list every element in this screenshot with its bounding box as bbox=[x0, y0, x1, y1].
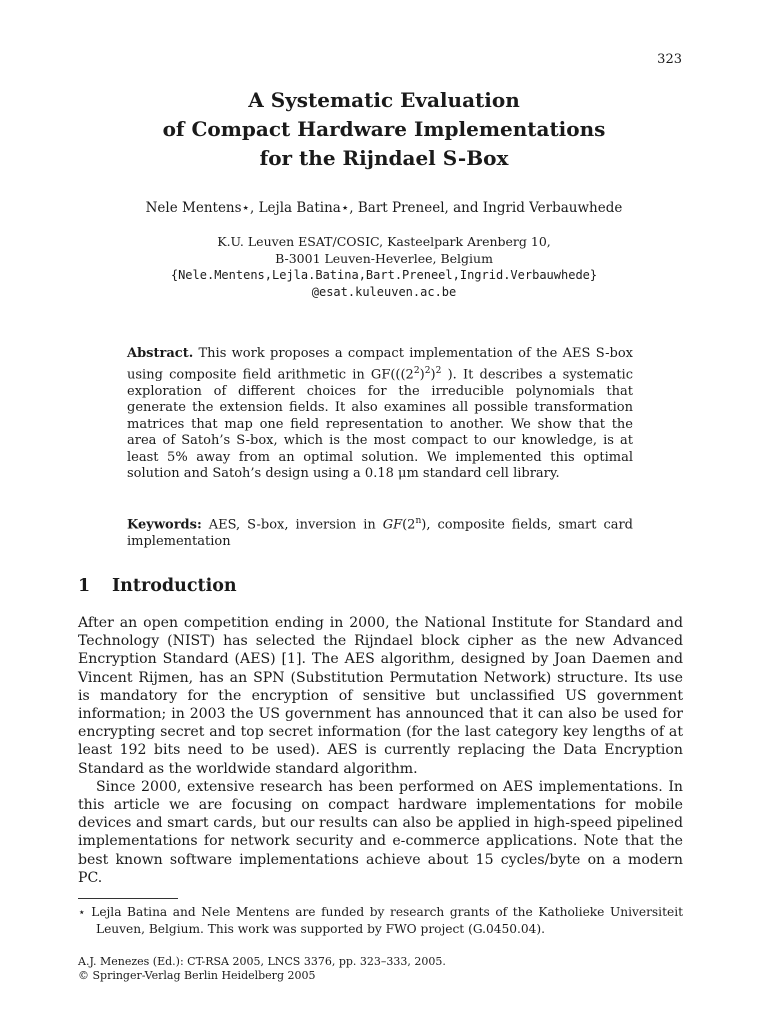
field-exponent: 2 bbox=[413, 365, 420, 376]
title-line-1: A Systematic Evaluation bbox=[248, 88, 520, 112]
gf-exponent: n bbox=[415, 516, 422, 526]
footnote-text: ⋆ Lejla Batina and Nele Mentens are funded by research grants of the Katholieke Universiteit Leuven, Belgium. This work was supported by FWO project (G.0450.04). bbox=[78, 905, 683, 936]
citation bbox=[78, 955, 446, 983]
field-exponent: 2 bbox=[435, 365, 442, 376]
paper-title bbox=[0, 86, 768, 173]
paragraph-1: After an open competition ending in 2000, the National Institute for Standard and Technology (NIST) has selected the Rijndael block cipher as the new Advanced Encryption Standard (AES) [1]. The AES algorithm, designed by Joan Daemen and Vincent Rijmen, has an SPN (Substitution Permutation Network) structure. Its use is mandatory for the encryption of sensitive but unclassified US government information; in 2003 the US government has announced that it can also be used for encrypting secret and top secret information (for the last category key lengths of at least 192 bits need to be used). AES is currently replacing the Data Encryption Standard as the worldwide standard algorithm. bbox=[78, 615, 683, 777]
section-heading bbox=[78, 576, 237, 596]
abstract-text-1: This work proposes a compact implementation of the AES S-box using composite field arithmetic in GF(((2 bbox=[127, 346, 633, 382]
keywords-text-2: composite fields, smart card implementation bbox=[127, 517, 634, 549]
affiliation-line-1: K.U. Leuven ESAT/COSIC, Kasteelpark Arenberg 10, bbox=[217, 234, 551, 249]
section-title: Introduction bbox=[112, 576, 237, 596]
section-number: 1 bbox=[78, 576, 91, 596]
abstract-label: Abstract. bbox=[127, 346, 194, 361]
keywords-label: Keywords: bbox=[127, 517, 202, 533]
gf-notation: GF bbox=[382, 517, 403, 533]
body-text bbox=[78, 614, 683, 887]
email-domain: @esat.kuleuven.ac.be bbox=[311, 285, 457, 299]
abstract: Abstract. This work proposes a compact implementation of the AES S-box using composite field arithmetic in $GF(((2^2)^2)^2$ ). It describes a systematic exploration of different choices for the irreducible polynomials that generate the extension fields. It also examines all possible transformation matrices that map one field representation to another. We show that the area of Satoh’s S-box, which is the most compact to our knowledge, is at least 5% away from an optimal solution. We implemented this optimal solution and Satoh’s design using a 0.18 μm standard cell library. bbox=[127, 346, 633, 482]
paragraph-2: Since 2000, extensive research has been performed on AES implementations. In this article we are focusing on compact hardware implementations for mobile devices and smart cards, but our results can also be applied in high-speed pipelined implementations for network security and e-commerce applications. Note that the best known software implementations achieve about 15 cycles/byte on a modern PC. bbox=[78, 778, 683, 886]
title-line-2: of Compact Hardware Implementations bbox=[162, 117, 606, 141]
title-line-3: for the Rijndael S-Box bbox=[259, 146, 509, 170]
affiliation-line-2: B-3001 Leuven-Heverlee, Belgium bbox=[275, 251, 493, 266]
author-emails: {Nele.Mentens,Lejla.Batina,Bart.Preneel,Ingrid.Verbauwhede} bbox=[170, 268, 598, 282]
keywords: Keywords: AES, S-box, inversion in GF(2$^n$), composite fields, smart card implementation bbox=[127, 516, 634, 549]
keywords-text-1: AES, S-box, inversion in bbox=[208, 517, 376, 533]
author-list: Nele Mentens⋆, Lejla Batina⋆, Bart Preneel, and Ingrid Verbauwhede bbox=[145, 200, 623, 216]
affiliation bbox=[0, 233, 768, 301]
footnote-rule bbox=[78, 898, 178, 899]
page-number: 323 bbox=[657, 52, 682, 67]
abstract-text-2: ). It describes a systematic exploration of different choices for the irreducible polynomials that generate the extension fields. It also examines all possible transformation matrices that map one field representation to another. We show that the area of Satoh’s S-box, which is the most compact to our knowledge, is at least 5% away from an optimal solution. We implemented this optimal solution and Satoh’s design using a 0.18 μm standard cell library. bbox=[127, 366, 633, 482]
footnote bbox=[78, 904, 683, 937]
citation-line-2: © Springer-Verlag Berlin Heidelberg 2005 bbox=[78, 969, 316, 982]
citation-line-1: A.J. Menezes (Ed.): CT-RSA 2005, LNCS 3376, pp. 323–333, 2005. bbox=[78, 955, 446, 968]
field-exponent: 2 bbox=[424, 365, 431, 376]
